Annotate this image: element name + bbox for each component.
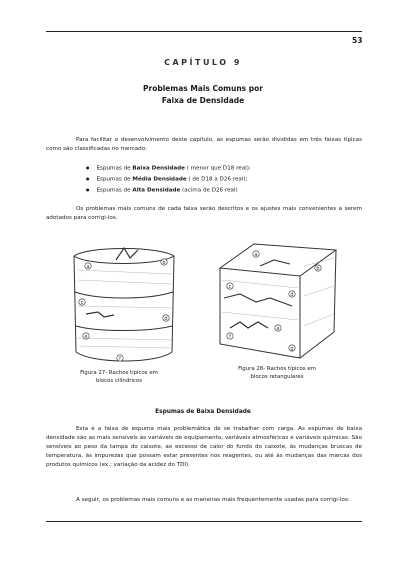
- caption-line: blocos cilíndricos: [95, 377, 143, 384]
- figure-label: f: [119, 355, 121, 362]
- figure-27-cylinder-drawing: [68, 240, 180, 370]
- caption-line: Figura 27- Rachos típicos em: [80, 370, 158, 376]
- page-number: 53: [352, 36, 363, 45]
- figure-28-caption: [218, 366, 336, 381]
- figure-label: f: [229, 333, 231, 340]
- figure-label: c: [80, 299, 84, 306]
- low-density-paragraph: Esta é a faixa de espuma mais problemática de se trabalhar com carga. As espumas de baixa densidade são as mais sensíveis às variáveis de equipamento, variáveis atmosféricas e variáveis químicas. São sensíveis ao peso da tampa do caixote, ao excesso de calor do fundo do caixote, às mudanças bruscas de temperatura, às impurezas que possam estar presentes nos reagentes, ou até às mudanças das marcas dos produtos químicos (ex.: variação da acidez do TDI).: [46, 426, 362, 468]
- figure-label: c: [228, 283, 232, 290]
- problems-intro-paragraph: A seguir, os problemas mais comuns e as maneiras mais frequentemente usadas para corrigi-los:: [76, 497, 350, 503]
- footer-rule: [46, 521, 362, 522]
- list-item: ● Espumas de Alta Densidade (acima de D26 real): [86, 185, 251, 196]
- figure-27-caption: [60, 370, 178, 385]
- figure-label: b: [316, 265, 320, 272]
- figure-label: b: [162, 259, 166, 266]
- density-list: [86, 163, 251, 195]
- chapter-title-line1: Problemas Mais Comuns por: [143, 84, 263, 93]
- list-item: ● Espumas de Baixa Densidade ( menor que D18 real);: [86, 163, 251, 174]
- header-rule: [46, 31, 362, 32]
- chapter-title-line2: Faixa de Densidade: [161, 96, 245, 105]
- caption-line: blocos retangulares: [250, 373, 304, 380]
- figure-label: d: [290, 291, 294, 298]
- figure-label: e: [84, 333, 88, 340]
- intro-paragraph: Para facilitar o desenvolvimento deste capítulo, as espumas serão divididas em três faixas típicas como são classificadas no mercado:: [46, 137, 362, 152]
- section-heading: Espumas de Baixa Densidade: [155, 409, 251, 415]
- figure-label: a: [86, 263, 90, 270]
- figure-label: d: [164, 315, 168, 322]
- figure-label: a: [254, 251, 258, 258]
- figure-28-block-drawing: [200, 236, 350, 366]
- figure-label: g: [290, 345, 294, 352]
- figure-label: e: [276, 325, 280, 332]
- caption-line: Figura 28- Rachos típicos em: [238, 366, 316, 372]
- chapter-heading: CAPÍTULO 9: [164, 58, 242, 67]
- problems-paragraph: Os problemas mais comuns de cada faixa serão descritos e os ajustes mais convenientes a serem adotados para corrigi-los.: [46, 206, 362, 221]
- list-item: ● Espumas de Média Densidade ( de D18 a D26 real);: [86, 174, 251, 185]
